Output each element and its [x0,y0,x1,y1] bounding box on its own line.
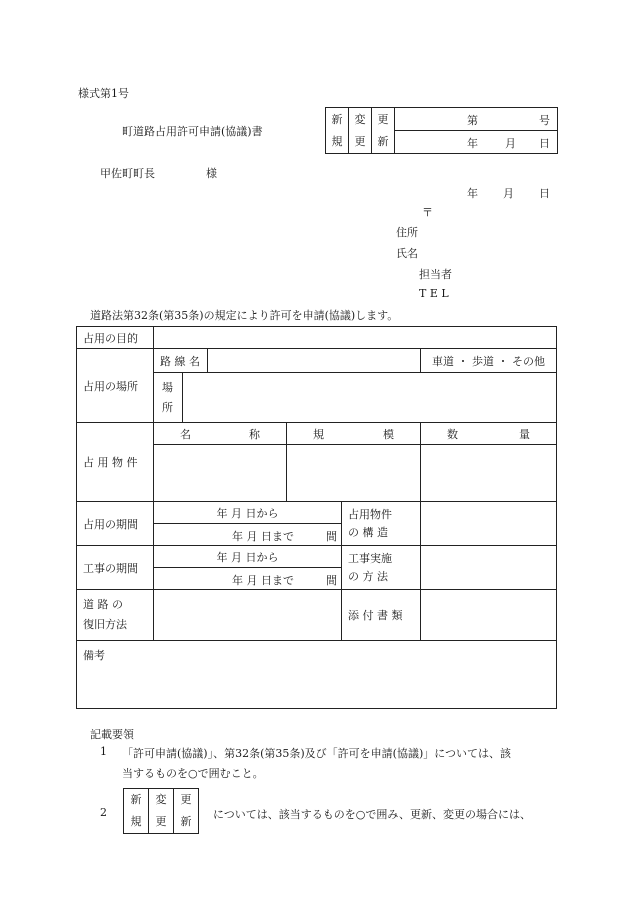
location-label-2: 所 [162,400,173,414]
location-label [154,373,183,423]
type-change-2: 更 [354,134,366,148]
contact-label: 担当者 [419,268,452,281]
note-2-type-box [123,788,199,834]
attachments-field [421,590,557,641]
note-box-new-2: 規 [130,815,142,828]
postal-mark: 〒 [422,206,433,219]
object-name-h1: 名 [180,427,191,441]
note-box-renew-1: 更 [180,793,192,806]
intro-statement: 道路法第32条(第35条)の規定により許可を申請(協議)します。 [90,309,399,322]
period-to-cell [154,524,342,546]
note-2-number: 2 [100,806,107,819]
remarks-label: 備考 [83,649,105,662]
route-name-field [208,349,421,373]
honorific: 様 [206,167,217,180]
type-new-2: 規 [331,134,343,148]
note-1-line-1: 「許可申請(協議)」、第32条(第35条)及び「許可を申請(協議)」については、該 [122,747,512,760]
object-scale-h1: 規 [313,427,324,441]
restore-label [77,590,154,641]
tel-label: T E L [419,287,449,300]
remarks-cell [77,641,557,709]
work-period-label: 工事の期間 [77,546,154,590]
application-type-box [325,107,558,154]
date-year: 年 [467,187,478,200]
addressee: 甲佐町町長 [100,167,155,180]
number-cell [395,108,558,131]
issue-month: 月 [505,137,516,150]
type-renew-2: 新 [377,134,389,148]
object-qty-h1: 数 [447,427,458,441]
restore-label-2: 復旧方法 [83,618,127,631]
work-to-cell [154,568,342,590]
structure-label-1: 占用物件 [348,507,392,521]
note-1-line-2: 当するものを○で囲むこと。 [122,767,264,780]
note-box-change-2: 更 [155,815,167,828]
form-title: 町道路占用許可申請(協議)書 [122,125,263,138]
note-box-renew-2: 新 [180,815,192,828]
restore-field [154,590,342,641]
issue-year: 年 [467,137,478,150]
address-label: 住所 [396,226,418,239]
date-day: 日 [539,187,550,200]
object-label: 占 用 物 件 [77,423,154,502]
object-scale-field [287,445,421,502]
issue-date-cell [395,131,558,154]
purpose-field [154,327,557,349]
place-label: 占用の場所 [77,349,154,423]
object-qty-field [421,445,557,502]
object-name-header [154,423,287,445]
purpose-label: 占用の目的 [77,327,154,349]
route-name-label: 路 線 名 [154,349,208,373]
date-month: 月 [503,187,514,200]
structure-field [421,502,557,546]
name-label: 氏名 [396,247,418,260]
type-change-1: 変 [354,112,366,126]
note-box-new-1: 新 [130,793,142,806]
object-scale-header [287,423,421,445]
object-scale-h2: 模 [383,427,394,441]
structure-label-2: の 構 造 [348,525,388,539]
location-field [183,373,557,423]
note-1-number: 1 [100,745,107,758]
work-method-field [421,546,557,590]
object-qty-header [421,423,557,445]
period-between: 間 [326,530,337,543]
note-box-change-1: 変 [155,793,167,806]
period-from: 年 月 日から [154,502,342,524]
number-suffix: 号 [539,114,550,127]
road-type-options: 車道 ・ 歩道 ・ その他 [421,349,557,373]
object-qty-h2: 量 [519,427,531,441]
work-method-label-1: 工事実施 [348,551,392,565]
application-table [76,326,557,709]
work-method-label [342,546,421,590]
period-label: 占用の期間 [77,502,154,546]
work-from: 年 月 日から [154,546,342,568]
attachments-label: 添 付 書 類 [342,590,421,641]
note-2-text: については、該当するものを○で囲み、更新、変更の場合には、 [213,808,532,821]
work-method-label-2: の 方 法 [348,569,388,583]
structure-label [342,502,421,546]
period-to: 年 月 日まで [232,530,294,543]
type-renew-1: 更 [377,112,389,126]
location-label-1: 場 [162,380,173,394]
form-number: 様式第1号 [78,87,129,100]
issue-day: 日 [539,137,550,150]
object-name-h2: 称 [249,427,260,441]
work-between: 間 [326,574,337,587]
restore-label-1: 道 路 の [83,598,123,611]
work-to: 年 月 日まで [232,574,294,587]
notes-heading: 記載要領 [90,728,134,741]
type-new-1: 新 [331,112,343,126]
object-name-field [154,445,287,502]
number-prefix: 第 [467,114,478,127]
